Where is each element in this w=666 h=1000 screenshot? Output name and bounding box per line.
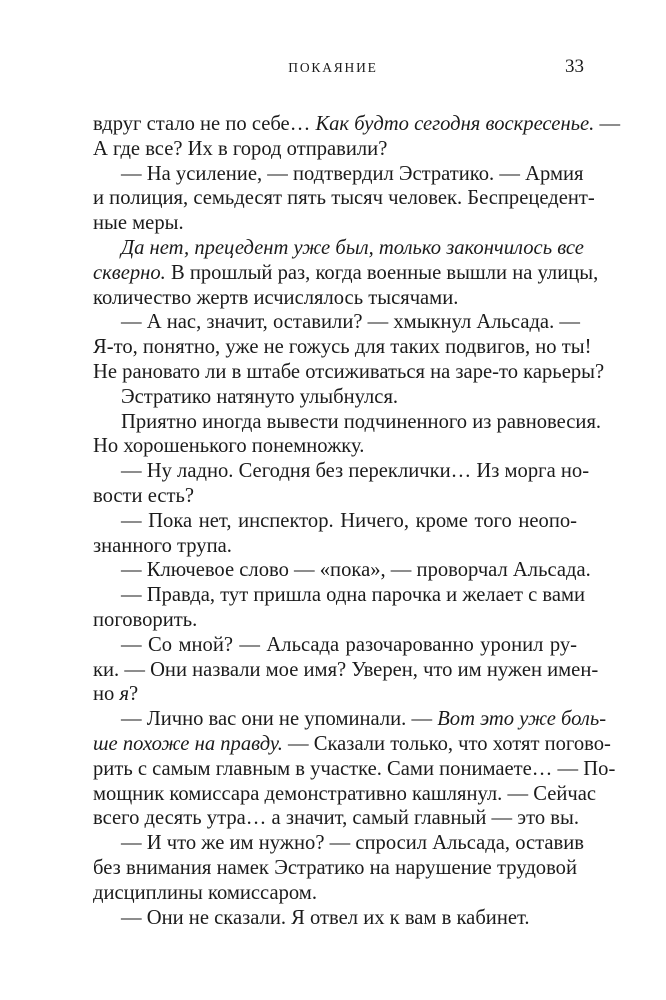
text-line: и полиция, семьдесят пять тысяч человек. Беспрецедент- [93,187,595,210]
text-line: — На усиление, — подтвердил Эстратико. — Армия [121,162,584,185]
text-line: без внимания намек Эстратико на нарушение трудовой [93,856,577,879]
text-line: — А нас, значит, оставили? — хмыкнул Альсада. — [121,311,580,334]
text-line: Эстратико натянуто улыбнулся. [121,385,399,408]
text-line: — Пока нет, инспектор. Ничего, кроме того неопо- [121,509,577,532]
text-line: вдруг стало не по себе… Как будто сегодня воскресенье. — [93,113,621,135]
text-line: количество жертв исчислялось тысячами. [93,286,459,309]
text-line: — Ключевое слово — «пока», — проворчал Альсада. [121,559,591,582]
text-line: Не рановато ли в штабе отсиживаться на заре-то карьеры? [93,360,605,383]
text-line: — Лично вас они не упоминали. — Вот это уже боль- [121,708,607,731]
text-line: А где все? Их в город отправили? [93,137,388,160]
text-line: знанного трупа. [93,534,232,557]
text-line: ше похоже на правду. — Сказали только, что хотят погово- [93,732,611,755]
text-line: ки. — Они назвали мое имя? Уверен, что им нужен имен- [93,658,599,681]
page-number: 33 [565,56,584,77]
text-line: — Ну ладно. Сегодня без переклички… Из морга но- [121,460,590,483]
text-line: Но хорошенького понемножку. [93,435,365,458]
text-line: рить с самым главным в участке. Сами понимаете… — По- [93,757,616,780]
text-line: всего десять утра… а значит, самый главный — это вы. [93,807,580,830]
text-line: — Они не сказали. Я отвел их к вам в кабинет. [121,906,530,929]
text-line: — Правда, тут пришла одна парочка и желает с вами [121,584,586,607]
running-head: ПОКАЯНИЕ [288,60,378,75]
text-line: — И что же им нужно? — спросил Альсада, оставив [121,832,585,855]
text-line: Я-то, понятно, уже не гожусь для таких подвигов, но ты! [93,336,592,359]
body-text [93,112,621,930]
text-line: Приятно иногда вывести подчиненного из равновесия. [121,410,602,433]
text-line: мощник комиссара демонстративно кашлянул. — Сейчас [93,782,596,805]
text-line: поговорить. [93,608,198,631]
text-line: вости есть? [93,484,195,507]
text-line: но я? [93,683,139,706]
text-line: Да нет, прецедент уже был, только закончилось все [121,236,584,259]
text-line: дисциплины комиссаром. [93,881,317,904]
text-line: ные меры. [93,212,184,235]
text-line: скверно. В прошлый раз, когда военные вышли на улицы, [93,261,599,284]
text-line: — Со мной? — Альсада разочарованно уронил ру- [121,633,577,656]
